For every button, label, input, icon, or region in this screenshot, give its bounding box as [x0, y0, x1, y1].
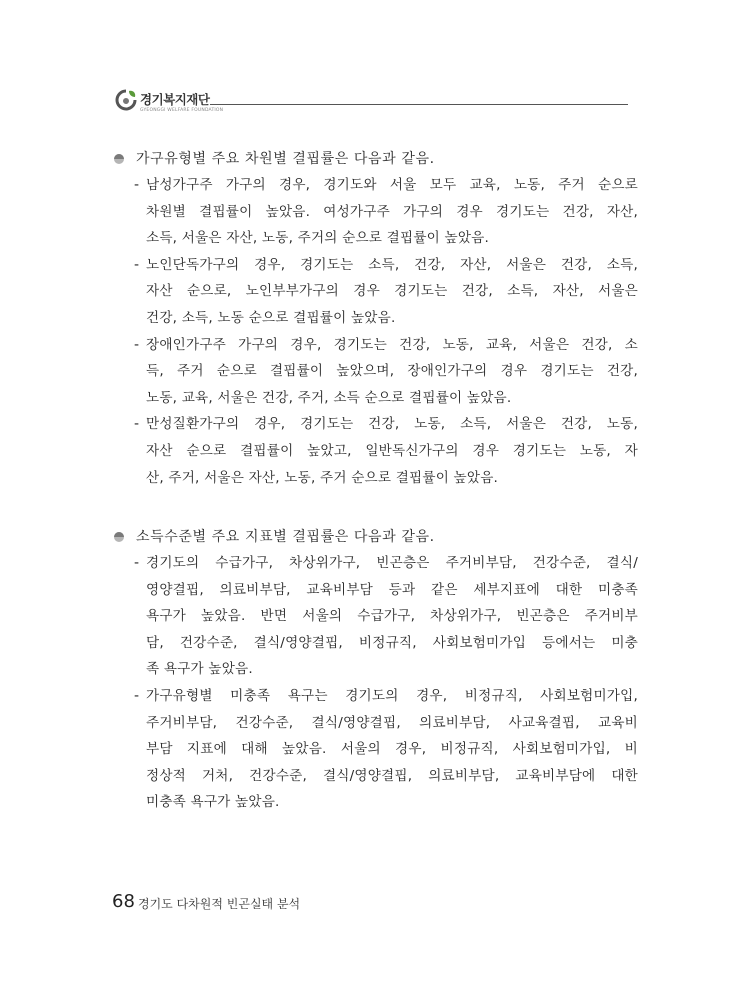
page-header	[112, 86, 628, 126]
item-line: 장애인가구주 가구의 경우, 경기도는 건강, 노동, 교육, 서울은 건강, 소	[146, 336, 638, 353]
logo-subtitle: GYEONGGI WELFARE FOUNDATION	[140, 108, 224, 113]
item-line: 부담 지표에 대해 높았음. 서울의 경우, 비정규직, 사회보험미가입, 비	[146, 741, 638, 758]
list-item	[110, 411, 640, 491]
header-rule	[210, 104, 628, 105]
section-heading	[110, 524, 640, 550]
item-line: 경기도의 수급가구, 차상위가구, 빈곤층은 주거비부담, 건강수준, 결식/	[146, 555, 638, 571]
footer-title: 경기도 다차원적 빈곤실태 분석	[138, 897, 301, 911]
item-line: 산, 주거, 서울은 자산, 노동, 주거 순으로 결핍률이 높았음.	[146, 469, 499, 486]
dash-marker: -	[134, 416, 140, 433]
item-line: 정상적 거처, 건강수준, 결식/영양결핍, 의료비부담, 교육비부담에 대한	[146, 767, 638, 784]
item-line: 영양결핍, 의료비부담, 교육비부담 등과 같은 세부지표에 대한 미충족	[146, 581, 638, 598]
list-item	[110, 172, 640, 252]
heading-text: 가구유형별 주요 차원별 결핍률은 다음과 같음.	[136, 151, 435, 167]
section-household-type	[110, 146, 640, 491]
list-item	[110, 550, 640, 683]
item-line: 자산 순으로, 노인부부가구의 경우 경기도는 건강, 소득, 자산, 서울은	[146, 283, 638, 300]
item-line: 담, 건강수준, 결식/영양결핍, 비정규직, 사회보험미가입 등에서는 미충	[146, 634, 638, 651]
dash-marker: -	[134, 555, 140, 571]
logo-text: 경기복지재단	[140, 92, 210, 107]
item-line: 욕구가 높았음. 반면 서울의 수급가구, 차상위가구, 빈곤층은 주거비부	[146, 608, 638, 625]
item-line: 노인단독가구의 경우, 경기도는 소득, 건강, 자산, 서울은 건강, 소득,	[146, 256, 638, 273]
list-item	[110, 683, 640, 816]
list-item	[110, 252, 640, 332]
item-line: 자산 순으로 결핍률이 높았고, 일반독신가구의 경우 경기도는 노동, 자	[146, 442, 638, 459]
dash-marker: -	[134, 177, 140, 193]
dash-marker: -	[134, 336, 140, 353]
page-number: 68	[112, 891, 135, 912]
item-line: 만성질환가구의 경우, 경기도는 건강, 노동, 소득, 서울은 건강, 노동,	[146, 416, 638, 433]
item-line: 건강, 소득, 노동 순으로 결핍률이 높았음.	[146, 309, 396, 326]
section-heading	[110, 146, 640, 172]
dash-marker: -	[134, 687, 140, 704]
section-income-level	[110, 524, 640, 816]
list-item	[110, 332, 640, 412]
bullet-icon	[113, 153, 125, 165]
item-line: 족 욕구가 높았음.	[146, 661, 253, 678]
item-line: 득, 주거 순으로 결핍률이 높았으며, 장애인가구의 경우 경기도는 건강,	[146, 363, 638, 380]
logo-icon	[114, 88, 138, 112]
item-line: 차원별 결핍률이 높았음. 여성가구주 가구의 경우 경기도는 건강, 자산,	[146, 203, 638, 220]
dash-marker: -	[134, 256, 140, 273]
item-line: 노동, 교육, 서울은 건강, 주거, 소득 순으로 결핍률이 높았음.	[146, 389, 512, 406]
item-line: 가구유형별 미충족 욕구는 경기도의 경우, 비정규직, 사회보험미가입,	[146, 687, 638, 704]
item-line: 남성가구주 가구의 경우, 경기도와 서울 모두 교육, 노동, 주거 순으로	[146, 177, 638, 193]
item-line: 미충족 욕구가 높았음.	[146, 794, 280, 811]
bullet-icon	[113, 531, 125, 543]
item-line: 주거비부담, 건강수준, 결식/영양결핍, 의료비부담, 사교육결핍, 교육비	[146, 714, 638, 731]
heading-text: 소득수준별 주요 지표별 결핍률은 다음과 같음.	[136, 529, 435, 545]
item-line: 소득, 서울은 자산, 노동, 주거의 순으로 결핍률이 높았음.	[146, 230, 490, 247]
